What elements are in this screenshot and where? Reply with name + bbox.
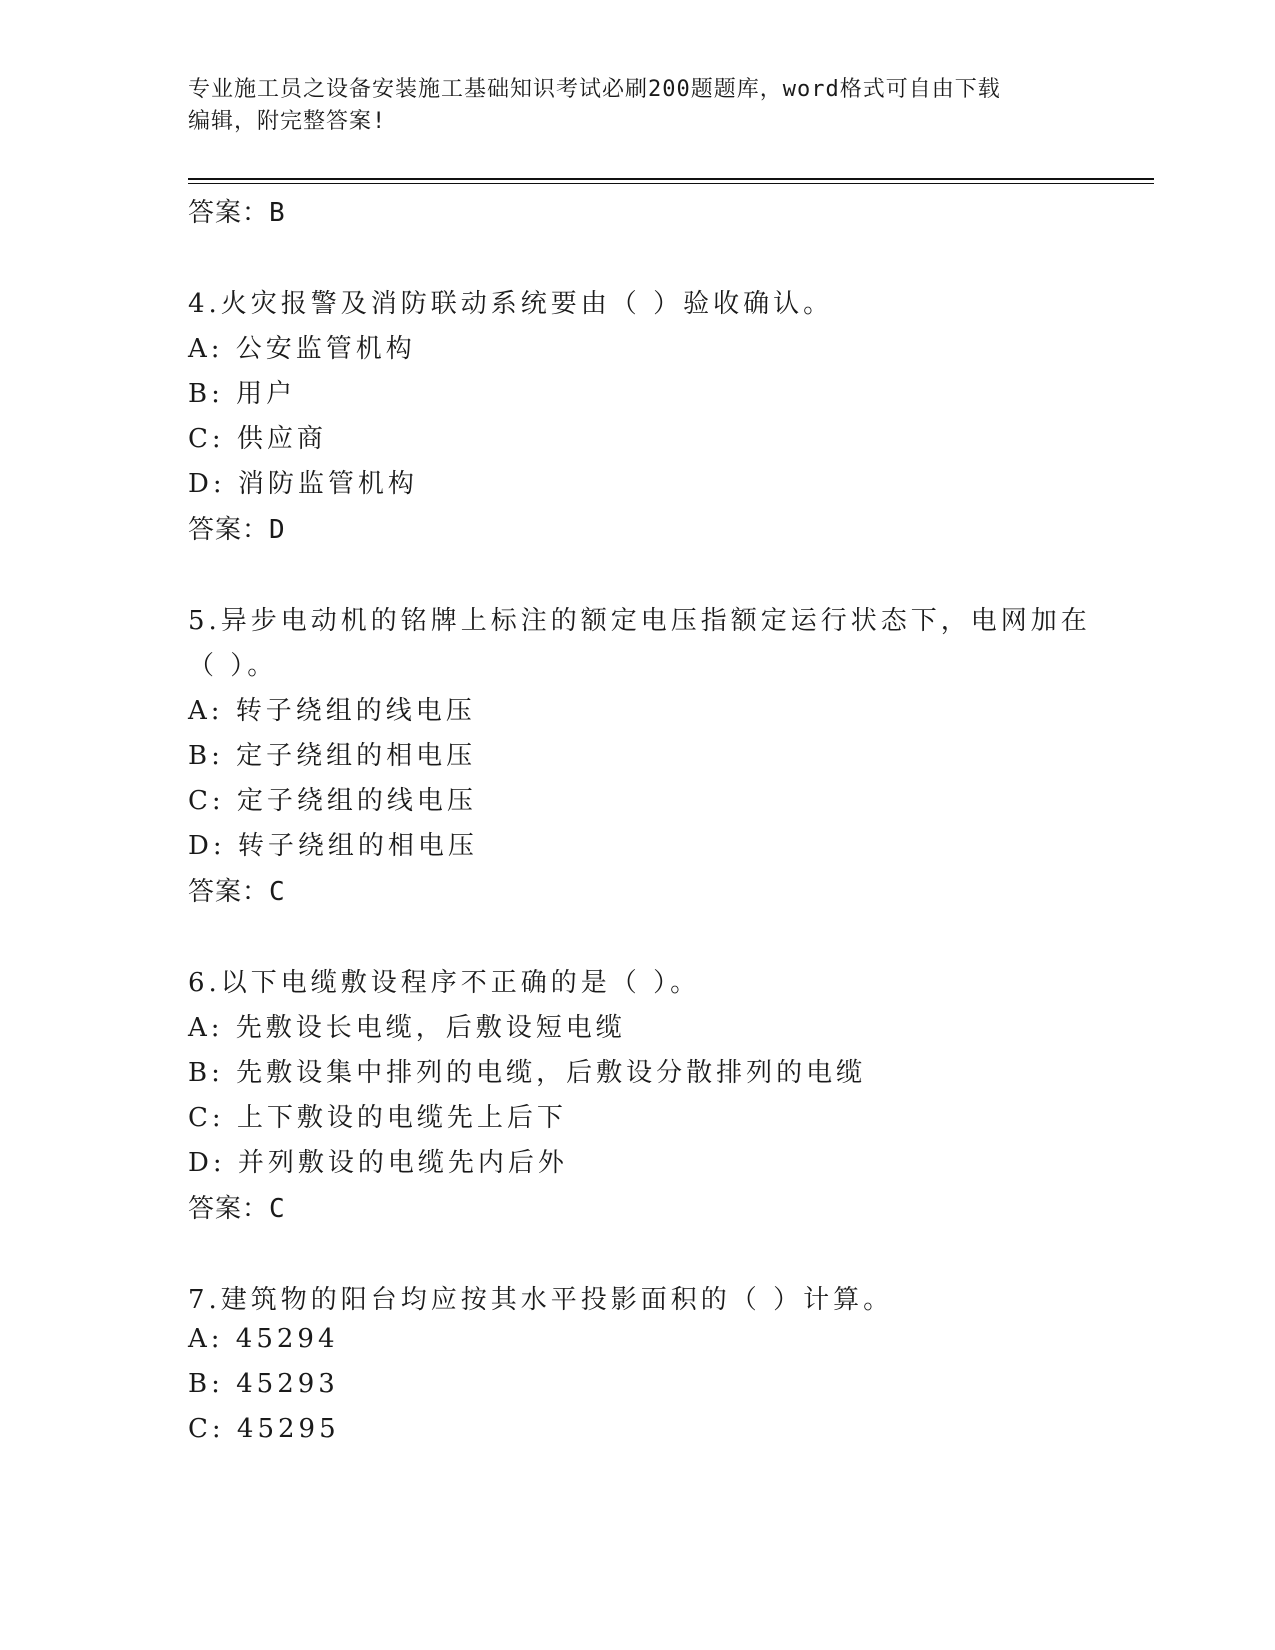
answer-3: 答案：B xyxy=(188,198,286,228)
question-6-option-d: D: 并列敷设的电缆先内后外 xyxy=(188,1148,568,1178)
header-rule-thick xyxy=(188,178,1154,180)
question-7-option-a: A: 45294 xyxy=(188,1324,339,1354)
answer-5: 答案：C xyxy=(188,877,286,907)
question-6-option-a: A: 先敷设长电缆，后敷设短电缆 xyxy=(188,1013,626,1043)
question-7: 7.建筑物的阳台均应按其水平投影面积的（ ）计算。 xyxy=(188,1285,894,1315)
question-7-option-c: C: 45295 xyxy=(188,1414,340,1444)
question-5-option-d: D: 转子绕组的相电压 xyxy=(188,831,478,861)
question-7-option-b: B: 45293 xyxy=(188,1369,339,1399)
header-line-2: 编辑，附完整答案! xyxy=(188,109,387,134)
header-rule-thin xyxy=(188,183,1154,184)
document-header xyxy=(188,74,1068,138)
question-5-line-1: 5.异步电动机的铭牌上标注的额定电压指额定运行状态下，电网加在 xyxy=(188,606,1091,636)
question-4-option-a: A: 公安监管机构 xyxy=(188,334,416,364)
question-4: 4.火灾报警及消防联动系统要由（ ）验收确认。 xyxy=(188,289,834,319)
question-6-option-b: B: 先敷设集中排列的电缆，后敷设分散排列的电缆 xyxy=(188,1058,867,1088)
question-4-option-b: B: 用户 xyxy=(188,379,297,409)
question-5-option-c: C: 定子绕组的线电压 xyxy=(188,786,477,816)
question-5-option-b: B: 定子绕组的相电压 xyxy=(188,741,477,771)
question-4-option-c: C: 供应商 xyxy=(188,424,327,454)
question-5-line-2: （ ）。 xyxy=(188,651,278,681)
header-line-1: 专业施工员之设备安装施工基础知识考试必刷200题题库，word格式可自由下载 xyxy=(188,77,1001,102)
answer-6: 答案：C xyxy=(188,1194,286,1224)
question-4-option-d: D: 消防监管机构 xyxy=(188,469,418,499)
question-6: 6.以下电缆敷设程序不正确的是（ ）。 xyxy=(188,968,701,998)
answer-4: 答案：D xyxy=(188,515,286,545)
question-5-option-a: A: 转子绕组的线电压 xyxy=(188,696,476,726)
question-6-option-c: C: 上下敷设的电缆先上后下 xyxy=(188,1103,567,1133)
